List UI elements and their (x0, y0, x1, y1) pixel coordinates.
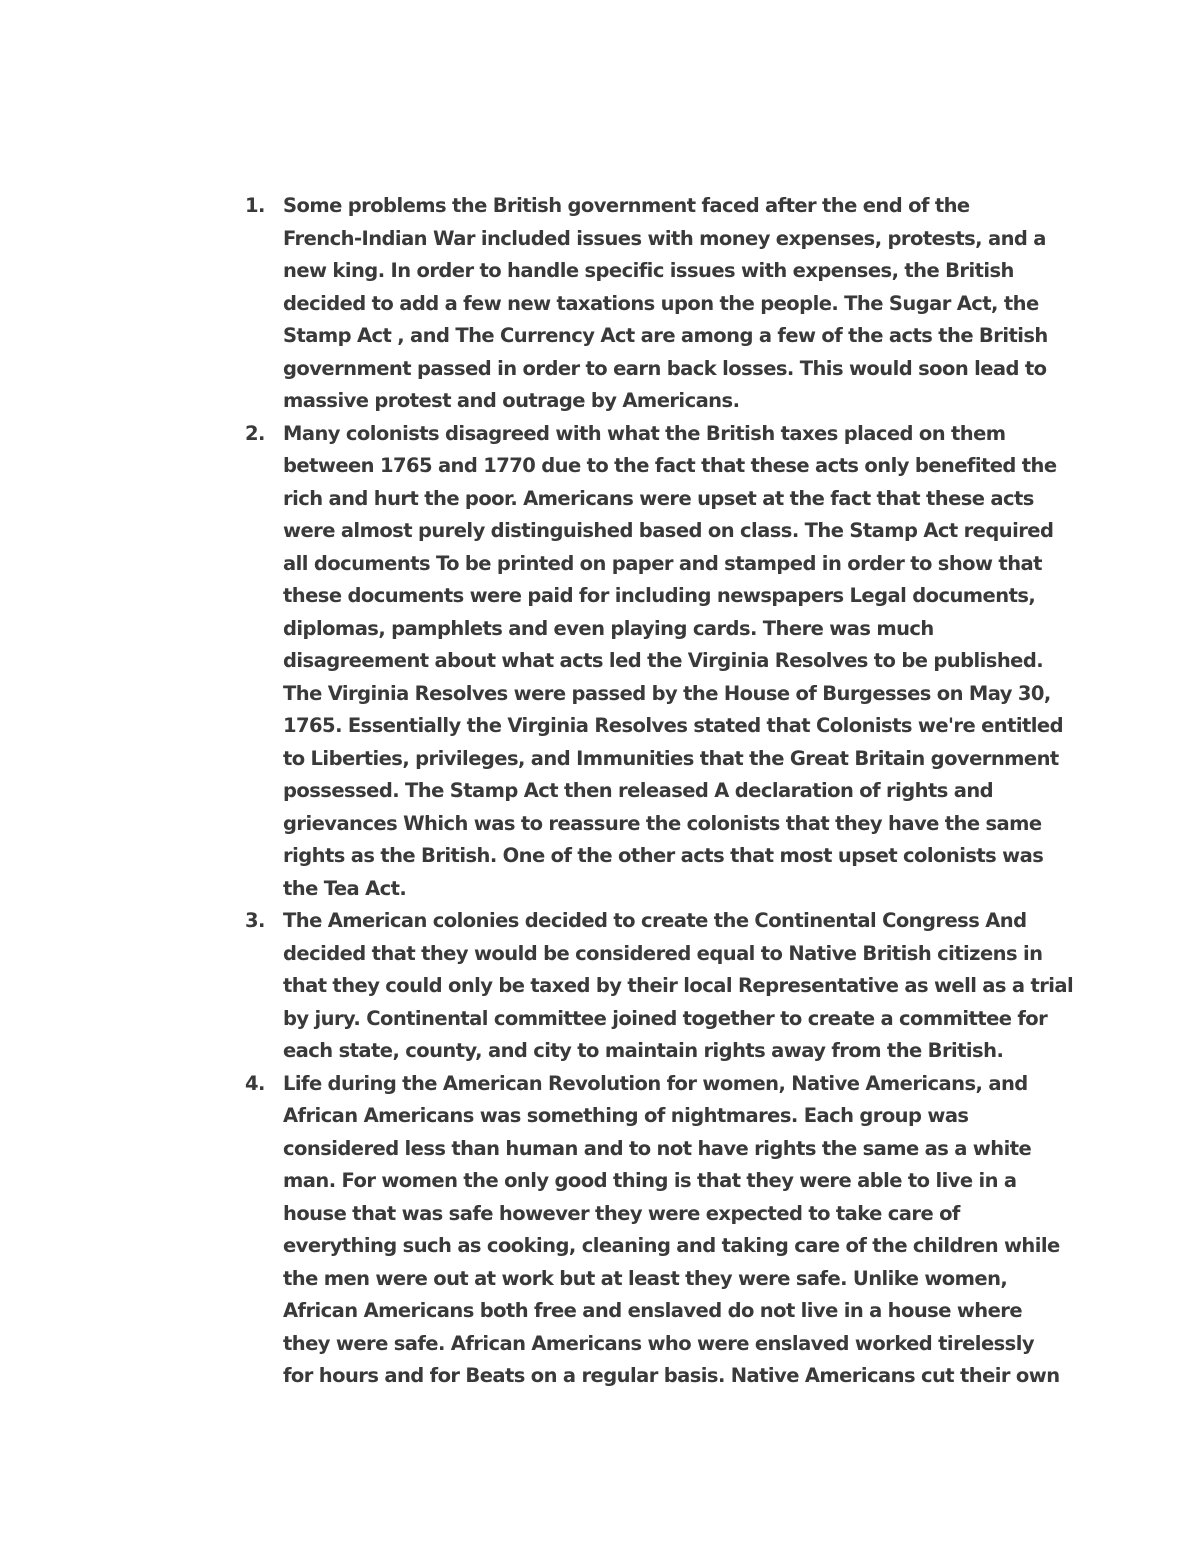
text-line: 1765. Essentially the Virginia Resolves stated that Colonists we're entitled (283, 714, 1064, 737)
text-line: the Tea Act. (283, 876, 407, 900)
text-line: between 1765 and 1770 due to the fact that these acts only benefited the (283, 454, 1057, 477)
list-item (230, 418, 1070, 906)
item-number: 4. (245, 1071, 265, 1095)
text-line: for hours and for Beats on a regular basis. Native Americans cut their own (283, 1364, 1060, 1387)
item-number: 1. (245, 194, 265, 217)
text-line: The Virginia Resolves were passed by the House of Burgesses on May 30, (283, 681, 1051, 705)
text-line: French-Indian War included issues with money expenses, protests, and a (283, 226, 1046, 250)
text-line: African Americans both free and enslaved do not live in a house where (283, 1299, 1023, 1322)
text-line: by jury. Continental committee joined together to create a committee for (283, 1006, 1048, 1030)
text-line: new king. In order to handle specific issues with expenses, the British (283, 259, 1014, 282)
text-line: grievances Which was to reassure the colonists that they have the same (283, 811, 1042, 835)
text-line: house that was safe however they were expected to take care of (283, 1201, 960, 1225)
list-item (230, 190, 1070, 418)
text-line: each state, county, and city to maintain rights away from the British. (283, 1039, 1004, 1062)
text-line: all documents To be printed on paper and stamped in order to show that (283, 551, 1042, 575)
text-line: possessed. The Stamp Act then released A declaration of rights and (283, 779, 994, 802)
item-text (283, 905, 1073, 1068)
text-line: diplomas, pamphlets and even playing cards. There was much (283, 616, 934, 640)
item-text (283, 1068, 1070, 1393)
text-line: the men were out at work but at least they were safe. Unlike women, (283, 1266, 1008, 1290)
text-line: massive protest and outrage by Americans. (283, 389, 740, 412)
text-line: they were safe. African Americans who were enslaved worked tirelessly (283, 1331, 1035, 1355)
item-number: 2. (245, 421, 265, 445)
text-line: to Liberties, privileges, and Immunities that the Great Britain government (283, 746, 1059, 770)
list-item (230, 1068, 1070, 1393)
text-line: The American colonies decided to create the Continental Congress And (283, 909, 1027, 932)
text-line: rich and hurt the poor. Americans were upset at the fact that these acts (283, 486, 1034, 510)
text-line: government passed in order to earn back losses. This would soon lead to (283, 356, 1047, 380)
list-item (230, 905, 1074, 1068)
text-line: decided that they would be considered equal to Native British citizens in (283, 941, 1043, 965)
text-line: Many colonists disagreed with what the British taxes placed on them (283, 421, 1006, 445)
text-line: rights as the British. One of the other acts that most upset colonists was (283, 844, 1044, 867)
text-line: man. For women the only good thing is that they were able to live in a (283, 1169, 1017, 1192)
text-line: Life during the American Revolution for women, Native Americans, and (283, 1071, 1028, 1095)
text-line: these documents were paid for including newspapers Legal documents, (283, 584, 1036, 607)
item-text (283, 190, 1070, 418)
text-line: disagreement about what acts led the Virginia Resolves to be published. (283, 649, 1044, 672)
item-number: 3. (245, 909, 265, 932)
text-line: Stamp Act , and The Currency Act are among a few of the acts the British (283, 324, 1048, 347)
item-text (283, 418, 1070, 906)
text-line: that they could only be taxed by their local Representative as well as a trial (283, 974, 1074, 997)
text-line: considered less than human and to not have rights the same as a white (283, 1136, 1032, 1160)
numbered-list (230, 190, 1074, 1393)
text-line: were almost purely distinguished based on class. The Stamp Act required (283, 519, 1054, 542)
text-line: decided to add a few new taxations upon the people. The Sugar Act, the (283, 291, 1039, 315)
text-line: Some problems the British government faced after the end of the (283, 194, 970, 217)
text-line: everything such as cooking, cleaning and taking care of the children while (283, 1234, 1060, 1257)
text-line: African Americans was something of nightmares. Each group was (283, 1104, 969, 1127)
